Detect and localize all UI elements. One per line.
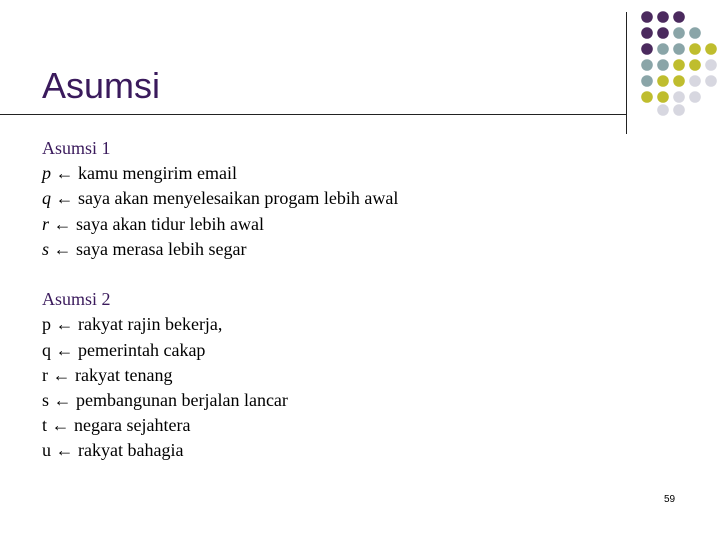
assumption-heading: Asumsi 1	[42, 138, 111, 158]
variable-letter: s	[42, 238, 50, 259]
dot	[641, 59, 653, 71]
dot	[673, 104, 685, 116]
arrow-icon: ←	[53, 390, 72, 411]
variable-letter: q	[42, 339, 51, 360]
arrow-icon: ←	[51, 415, 70, 436]
assumption-line	[42, 186, 398, 211]
block-spacer	[42, 262, 398, 287]
variable-letter: t	[42, 415, 48, 436]
assumption-text: rakyat tenang	[75, 364, 173, 385]
dot	[657, 91, 669, 103]
assumption-block-1	[42, 136, 398, 262]
dot	[657, 43, 669, 55]
slide-content	[42, 136, 398, 464]
dot	[641, 11, 653, 23]
arrow-icon: ←	[53, 213, 72, 234]
arrow-icon: ←	[55, 339, 74, 360]
dot	[705, 75, 717, 87]
assumption-line	[42, 161, 398, 186]
arrow-icon: ←	[55, 163, 74, 184]
assumption-text: kamu mengirim email	[78, 163, 237, 184]
assumption-line	[42, 388, 398, 413]
assumption-text: rakyat bahagia	[78, 440, 184, 461]
assumption-line	[42, 413, 398, 438]
variable-letter: r	[42, 364, 48, 385]
dot	[673, 43, 685, 55]
dot	[657, 75, 669, 87]
dot	[689, 43, 701, 55]
dot	[689, 75, 701, 87]
assumption-block-2	[42, 287, 398, 463]
dot	[689, 59, 701, 71]
vertical-divider	[626, 12, 627, 134]
dot	[641, 43, 653, 55]
assumption-line	[42, 312, 398, 337]
dot	[657, 11, 669, 23]
dot	[673, 27, 685, 39]
dot	[673, 75, 685, 87]
assumption-text: pemerintah cakap	[78, 339, 206, 360]
variable-letter: p	[42, 314, 51, 335]
dot	[673, 91, 685, 103]
arrow-icon: ←	[55, 314, 74, 335]
arrow-icon: ←	[52, 364, 71, 385]
variable-letter: u	[42, 440, 51, 461]
assumption-line	[42, 363, 398, 388]
dot-grid-group	[641, 11, 717, 116]
variable-letter: q	[42, 188, 51, 209]
assumption-text: saya akan tidur lebih awal	[76, 213, 264, 234]
assumption-text: negara sejahtera	[74, 415, 191, 436]
dot	[689, 91, 701, 103]
assumption-text: pembangunan berjalan lancar	[76, 390, 288, 411]
assumption-line	[42, 438, 398, 463]
arrow-icon: ←	[55, 188, 74, 209]
variable-letter: s	[42, 390, 50, 411]
variable-letter: p	[42, 163, 51, 184]
horizontal-divider	[0, 114, 626, 115]
dot	[641, 27, 653, 39]
dot	[689, 27, 701, 39]
variable-letter: r	[42, 213, 50, 234]
page-number: 59	[664, 494, 676, 505]
arrow-icon: ←	[55, 440, 74, 461]
dot	[705, 59, 717, 71]
dot	[673, 11, 685, 23]
assumption-line	[42, 338, 398, 363]
assumption-text: saya merasa lebih segar	[76, 238, 247, 259]
assumption-heading: Asumsi 2	[42, 289, 111, 310]
dot	[641, 75, 653, 87]
arrow-icon: ←	[53, 238, 72, 259]
dot	[641, 91, 653, 103]
assumption-text: rakyat rajin bekerja,	[78, 314, 223, 335]
dot	[705, 43, 717, 55]
dot	[657, 27, 669, 39]
dot	[657, 59, 669, 71]
assumption-line	[42, 237, 398, 262]
assumption-text: saya akan menyelesaikan progam lebih awal	[78, 188, 399, 209]
dot	[657, 104, 669, 116]
slide-title: Asumsi	[42, 65, 161, 106]
assumption-line	[42, 212, 398, 237]
dot	[673, 59, 685, 71]
